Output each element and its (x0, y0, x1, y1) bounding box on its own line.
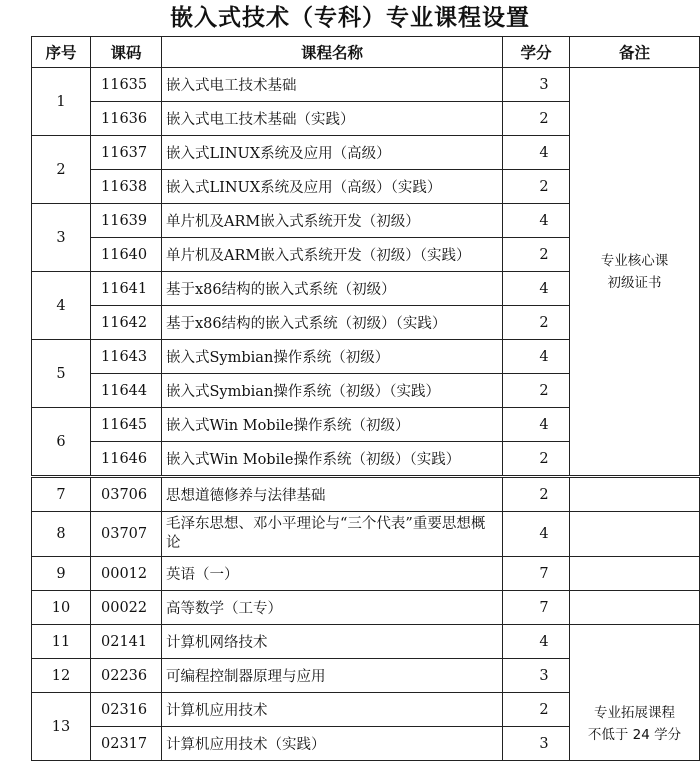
course-credit: 3 (503, 659, 570, 693)
course-name: 嵌入式Symbian操作系统（初级）（实践） (162, 374, 503, 408)
row-index: 9 (32, 557, 91, 591)
note-core (570, 68, 700, 477)
course-credit: 4 (503, 625, 570, 659)
course-code: 03706 (91, 477, 162, 512)
table-row (32, 625, 700, 659)
course-name: 单片机及ARM嵌入式系统开发（初级）（实践） (162, 238, 503, 272)
note-extension (570, 625, 700, 761)
course-code: 11641 (91, 272, 162, 306)
course-name: 思想道德修养与法律基础 (162, 477, 503, 512)
course-name: 毛泽东思想、邓小平理论与“三个代表”重要思想概论 (162, 512, 503, 557)
course-credit: 4 (503, 204, 570, 238)
course-credit: 4 (503, 512, 570, 557)
row-index: 12 (32, 659, 91, 693)
course-code: 02317 (91, 727, 162, 761)
note-core-line1: 专业核心课 (600, 252, 669, 269)
course-name: 计算机应用技术（实践） (162, 727, 503, 761)
course-credit: 2 (503, 238, 570, 272)
table-row (32, 477, 700, 512)
course-credit: 4 (503, 272, 570, 306)
course-name: 嵌入式Win Mobile操作系统（初级） (162, 408, 503, 442)
course-credit: 7 (503, 591, 570, 625)
course-code: 00022 (91, 591, 162, 625)
row-index: 1 (32, 68, 91, 136)
note-empty (570, 512, 700, 557)
course-credit: 3 (503, 68, 570, 102)
course-name: 计算机应用技术 (162, 693, 503, 727)
course-code: 11635 (91, 68, 162, 102)
course-code: 11642 (91, 306, 162, 340)
row-index: 8 (32, 512, 91, 557)
course-name: 嵌入式LINUX系统及应用（高级）（实践） (162, 170, 503, 204)
course-code: 02236 (91, 659, 162, 693)
course-credit: 4 (503, 136, 570, 170)
course-name: 单片机及ARM嵌入式系统开发（初级） (162, 204, 503, 238)
row-index: 10 (32, 591, 91, 625)
note-empty (570, 477, 700, 512)
course-name: 高等数学（工专） (162, 591, 503, 625)
course-name: 嵌入式LINUX系统及应用（高级） (162, 136, 503, 170)
course-name: 可编程控制器原理与应用 (162, 659, 503, 693)
course-credit: 7 (503, 557, 570, 591)
course-credit: 2 (503, 477, 570, 512)
course-name: 嵌入式电工技术基础 (162, 68, 503, 102)
course-credit: 4 (503, 408, 570, 442)
course-code: 11638 (91, 170, 162, 204)
course-credit: 2 (503, 374, 570, 408)
course-code: 11645 (91, 408, 162, 442)
course-credit: 4 (503, 340, 570, 374)
header-credit: 学分 (503, 37, 570, 68)
course-name: 英语（一） (162, 557, 503, 591)
row-index: 7 (32, 477, 91, 512)
row-index: 3 (32, 204, 91, 272)
header-code: 课码 (91, 37, 162, 68)
course-name: 嵌入式电工技术基础（实践） (162, 102, 503, 136)
row-index: 11 (32, 625, 91, 659)
note-empty (570, 557, 700, 591)
course-name: 基于x86结构的嵌入式系统（初级） (162, 272, 503, 306)
note-empty (570, 591, 700, 625)
course-credit: 2 (503, 693, 570, 727)
course-credit: 2 (503, 442, 570, 477)
course-code: 11639 (91, 204, 162, 238)
course-name: 基于x86结构的嵌入式系统（初级）（实践） (162, 306, 503, 340)
course-code: 11637 (91, 136, 162, 170)
course-credit: 3 (503, 727, 570, 761)
row-index: 6 (32, 408, 91, 477)
course-credit: 2 (503, 170, 570, 204)
header-index: 序号 (32, 37, 91, 68)
row-index: 4 (32, 272, 91, 340)
table-row (32, 68, 700, 102)
course-code: 11644 (91, 374, 162, 408)
course-credit: 2 (503, 102, 570, 136)
header-row (32, 37, 700, 68)
course-code: 11646 (91, 442, 162, 477)
header-note: 备注 (570, 37, 700, 68)
table-row (32, 591, 700, 625)
header-name: 课程名称 (162, 37, 503, 68)
course-code: 11640 (91, 238, 162, 272)
course-table (31, 36, 700, 761)
table-row (32, 557, 700, 591)
course-code: 03707 (91, 512, 162, 557)
course-code: 02141 (91, 625, 162, 659)
row-index: 13 (32, 693, 91, 761)
course-code: 00012 (91, 557, 162, 591)
course-name: 嵌入式Symbian操作系统（初级） (162, 340, 503, 374)
row-index: 2 (32, 136, 91, 204)
course-name: 计算机网络技术 (162, 625, 503, 659)
course-code: 11643 (91, 340, 162, 374)
course-code: 11636 (91, 102, 162, 136)
note-ext-line2: 不低于 24 学分 (587, 727, 682, 743)
course-credit: 2 (503, 306, 570, 340)
course-code: 02316 (91, 693, 162, 727)
page-title: 嵌入式技术（专科）专业课程设置 (170, 5, 530, 31)
row-index: 5 (32, 340, 91, 408)
table-row (32, 512, 700, 557)
note-ext-line1: 专业拓展课程 (594, 705, 675, 721)
note-core-line2: 初级证书 (607, 274, 662, 291)
course-name: 嵌入式Win Mobile操作系统（初级）（实践） (162, 442, 503, 477)
